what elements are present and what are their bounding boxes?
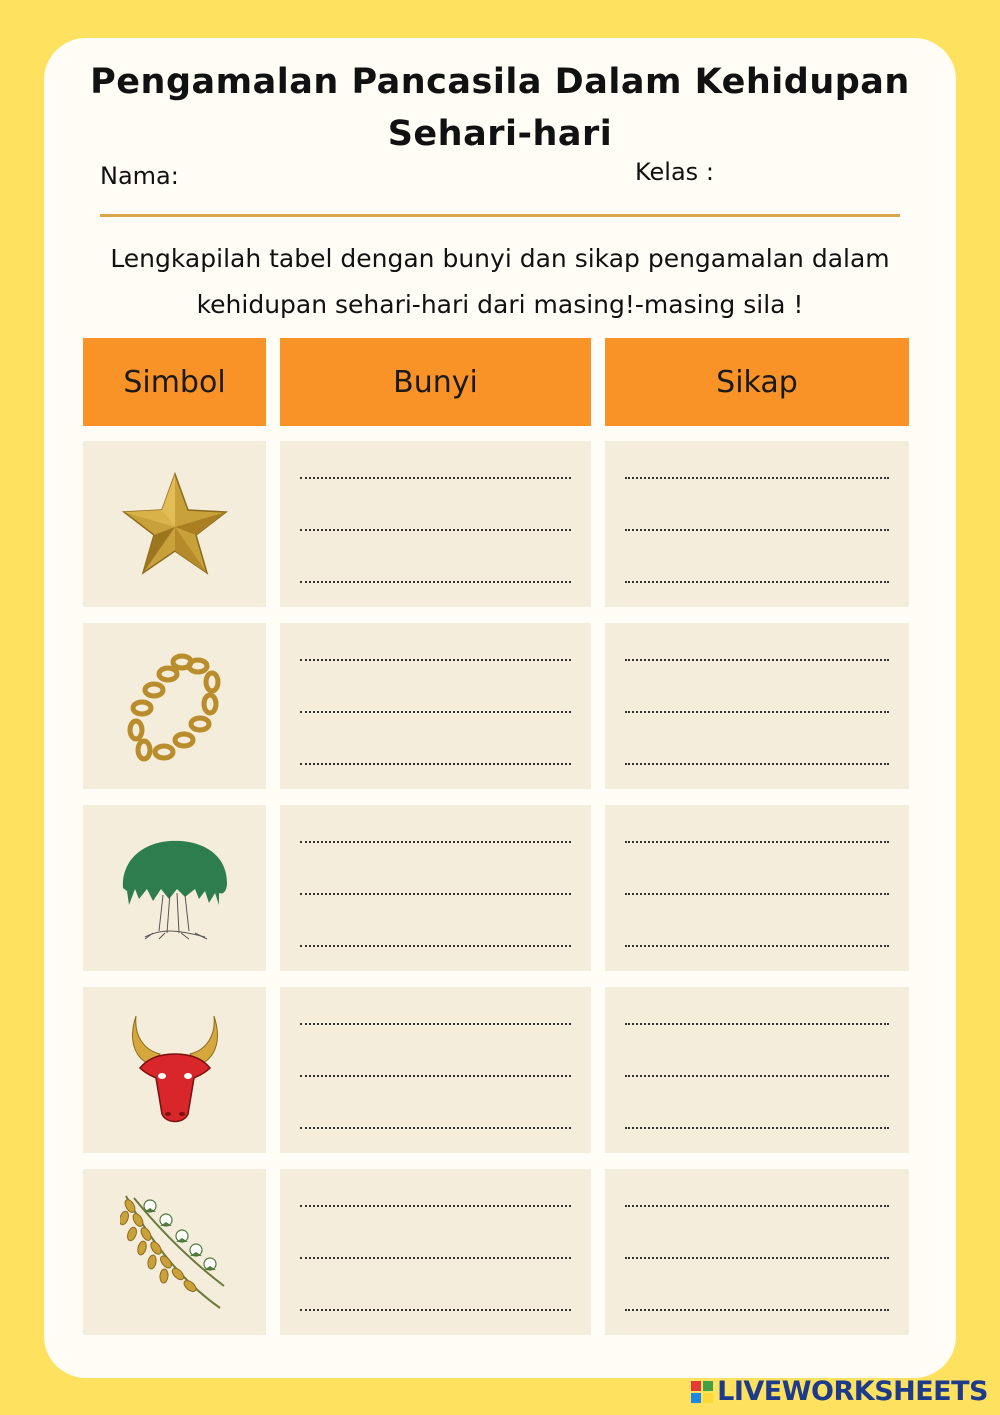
sikap-cell-5[interactable] <box>605 1169 909 1335</box>
bunyi-cell-1[interactable] <box>280 441 591 607</box>
brand-text: LIVEWORKSHEETS <box>717 1376 988 1407</box>
divider <box>100 214 900 217</box>
banyan-tree-icon <box>83 805 266 971</box>
liveworksheets-logo-icon <box>691 1381 713 1403</box>
title-line-2: Sehari-hari <box>387 114 613 154</box>
bull-head-icon <box>83 987 266 1153</box>
sikap-cell-2[interactable] <box>605 623 909 789</box>
symbol-cell-1 <box>83 441 266 607</box>
instruction-line-2: kehidupan sehari-hari dari masing!-masing sila ! <box>196 290 804 319</box>
instruction-line-1: Lengkapilah tabel dengan bunyi dan sikap pengamalan dalam <box>110 244 890 273</box>
name-label: Nama: <box>100 162 179 190</box>
sikap-cell-3[interactable] <box>605 805 909 971</box>
header-bunyi: Bunyi <box>280 338 591 426</box>
star-icon <box>83 441 266 607</box>
sikap-cell-1[interactable] <box>605 441 909 607</box>
symbol-cell-2 <box>83 623 266 789</box>
bunyi-cell-4[interactable] <box>280 987 591 1153</box>
class-label: Kelas : <box>635 158 714 186</box>
liveworksheets-brand[interactable] <box>691 1376 988 1407</box>
bunyi-cell-5[interactable] <box>280 1169 591 1335</box>
sikap-cell-4[interactable] <box>605 987 909 1153</box>
rice-cotton-icon <box>83 1169 266 1335</box>
page-title <box>44 56 956 160</box>
chain-icon <box>83 623 266 789</box>
bunyi-cell-3[interactable] <box>280 805 591 971</box>
header-sikap: Sikap <box>605 338 909 426</box>
bunyi-cell-2[interactable] <box>280 623 591 789</box>
instructions <box>80 236 920 328</box>
header-simbol: Simbol <box>83 338 266 426</box>
symbol-cell-4 <box>83 987 266 1153</box>
title-line-1: Pengamalan Pancasila Dalam Kehidupan <box>90 62 910 102</box>
symbol-cell-3 <box>83 805 266 971</box>
symbol-cell-5 <box>83 1169 266 1335</box>
